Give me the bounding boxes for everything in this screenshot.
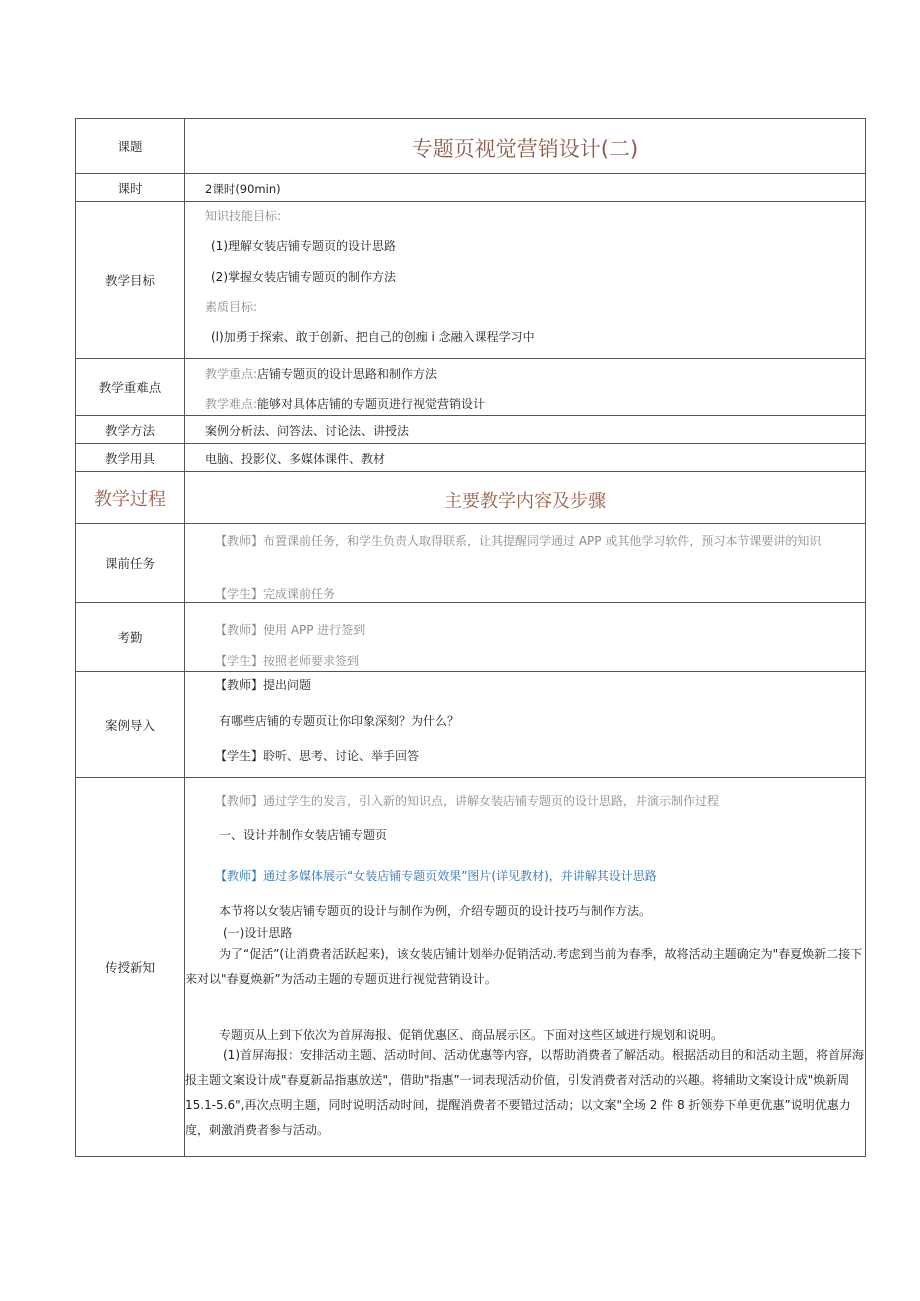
label-topic: 课题 [76, 119, 185, 173]
teach-heading-2: (一)设计思路 [223, 926, 293, 940]
tools-value: 电脑、投影仪、多媒体课件、教材 [205, 452, 386, 466]
teach-paragraph-4: (1)首屏海报：安排活动主题、活动时间、活动优惠等内容，以帮助消费者了解活动。根据活动目的和活动主题，将首屏海报主题文案设计成"春夏新品指惠放送"，借助"指惠”一词表现活动价值，引发消费者对活动的兴趣。将辅助文案设计成"焕新周 15.1-5.6",再次点明主题，同时说明活动时间，提醒消费者不要错过活动；以文案"全场 2 件 8 折领券下单更优惠”说明优惠力度，刺激消费者参与活动。 [185, 1048, 865, 1137]
row-goals [76, 202, 865, 359]
row-attendance [76, 603, 865, 672]
row-pretask [76, 524, 865, 603]
row-tools [76, 444, 865, 472]
label-keypoints: 教学重难点 [76, 359, 185, 415]
lesson-plan-table [75, 118, 866, 1157]
label-teach: 传授新知 [76, 778, 185, 1156]
row-keypoints [76, 359, 865, 416]
label-case: 案例导入 [76, 672, 185, 777]
hard-point [205, 395, 485, 412]
hard-point-tag: 教学难点: [205, 397, 258, 411]
teach-heading-1: 一、设计并制作女装店铺专题页 [219, 828, 388, 842]
quality-item-1: (l)加勇于探索、敢于创新、把自己的创痂 i 念融入课程学习中 [211, 330, 535, 344]
row-teach [76, 778, 865, 1156]
teach-paragraph-3: 专题页从上到下依次为首屏海报、促销优惠区、商品展示区。下面对这些区域进行规划和说明。 [219, 1028, 724, 1042]
case-teacher: 【教师】提出问题 [215, 678, 312, 692]
teach-paragraph-1: 本节将以女装店铺专题页的设计与制作为例，介绍专题页的设计技巧与制作方法。 [219, 904, 652, 918]
lesson-title: 专题页视觉营销设计(二) [411, 137, 639, 161]
label-method: 教学方法 [76, 416, 185, 443]
attendance-student: 【学生】按照老师要求签到 [215, 654, 360, 668]
row-method [76, 416, 865, 444]
attendance-teacher: 【教师】使用 APP 进行签到 [215, 623, 366, 637]
label-tools: 教学用具 [76, 444, 185, 471]
hours-value: 2课时(90min) [205, 182, 281, 196]
key-point-tag: 教学重点: [205, 367, 258, 381]
row-hours [76, 174, 865, 202]
label-pretask: 课前任务 [76, 524, 185, 602]
hard-point-text: 能够对具体店铺的专题页进行视觉营销设计 [257, 397, 486, 411]
row-process-header [76, 472, 865, 524]
teach-paragraph-2: 为了“促活”(让消费者活跃起来)，该女装店铺计划举办促销活动.考虑到当前为春季，故将活动主题确定为"春夏焕新二接下来对以"春夏焕新”为活动主题的专题页进行视觉营销设计。 [185, 947, 863, 986]
key-point [205, 365, 437, 382]
pretask-teacher: 【教师】布置课前任务，和学生负责人取得联系，让其提醒同学通过 APP 或其他学习软件，预习本节课要讲的知识 [215, 534, 822, 548]
label-attendance: 考勤 [76, 603, 185, 671]
process-heading: 主要教学内容及步骤 [444, 491, 606, 512]
knowledge-heading: 知识技能目标: [205, 209, 282, 223]
teach-teacher-2: 【教师】通过多媒体展示“女装店铺专题页效果”图片(详见教材)，并讲解其设计思路 [215, 869, 657, 883]
teach-teacher-1: 【教师】通过学生的发言，引入新的知识点，讲解女装店铺专题页的设计思路，并演示制作过程 [215, 794, 720, 808]
quality-heading: 素质目标: [205, 300, 258, 314]
pretask-student: 【学生】完成课前任务 [215, 587, 336, 601]
goal-item-1: (1)理解女装店铺专题页的设计思路 [211, 239, 396, 253]
row-case [76, 672, 865, 778]
case-student: 【学生】聆听、思考、讨论、举手回答 [215, 749, 420, 763]
label-goals: 教学目标 [76, 202, 185, 358]
goal-item-2: (2)掌握女装店铺专题页的制作方法 [211, 270, 396, 284]
label-process: 教学过程 [76, 472, 185, 523]
label-hours: 课时 [76, 174, 185, 201]
key-point-text: 店铺专题页的设计思路和制作方法 [257, 367, 438, 381]
method-value: 案例分析法、问答法、讨论法、讲授法 [205, 424, 410, 438]
row-topic [76, 119, 865, 174]
case-question: 有哪些店铺的专题页让你印象深刻？为什么？ [219, 714, 460, 728]
